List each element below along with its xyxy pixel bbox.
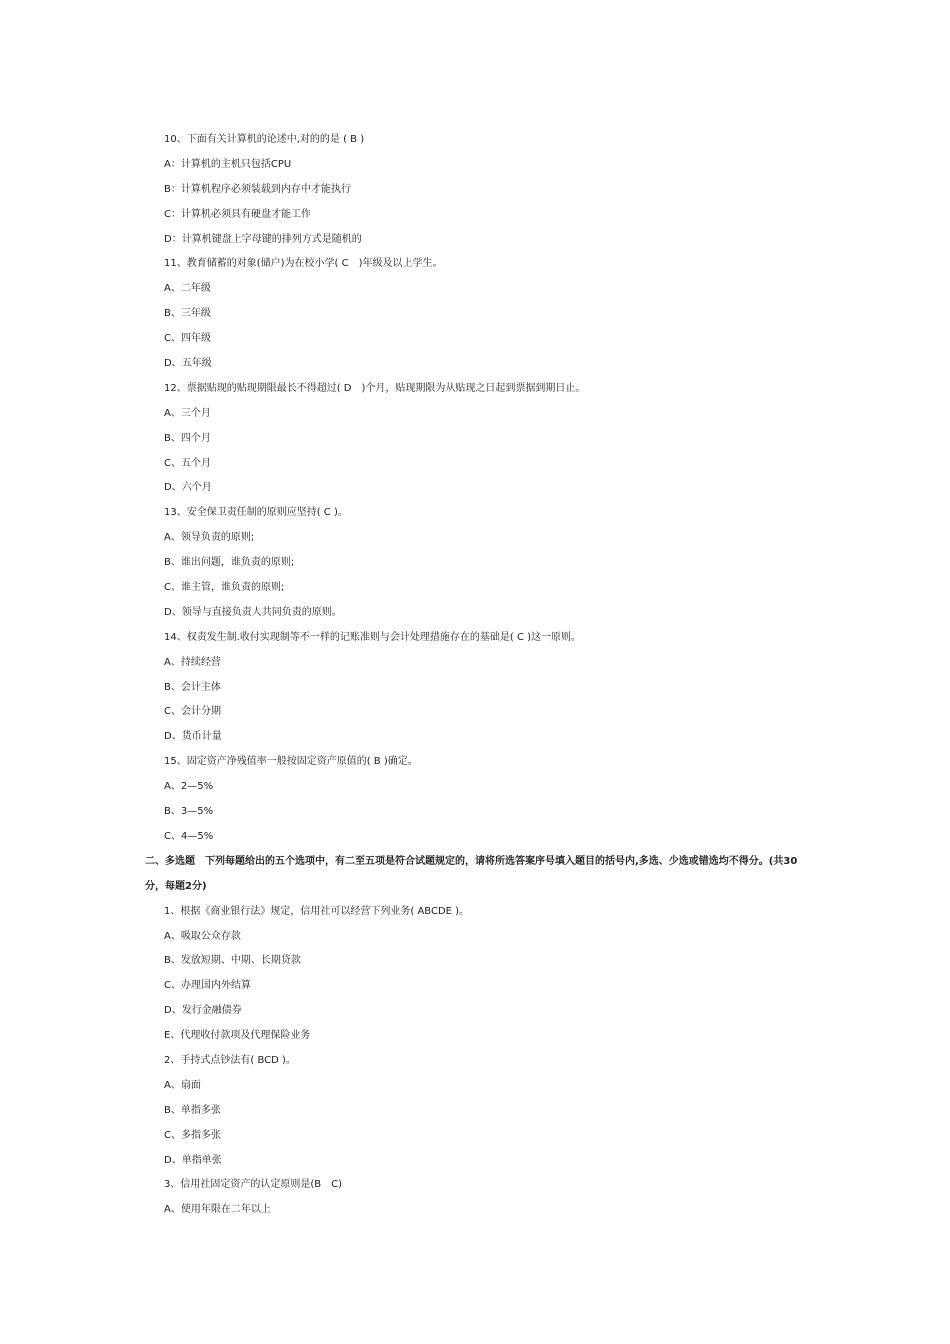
option-12-c: C、五个月 (164, 457, 211, 469)
question-14: 14、权责发生制.收付实现制等不一样的记账准则与会计处理措施存在的基础是( C )这一原则。 (164, 631, 582, 643)
option-14-d: D、货币计量 (164, 731, 222, 743)
option-13-a: A、领导负责的原则; (164, 532, 255, 544)
mc-option-2-b: B、单指多张 (164, 1104, 221, 1116)
mc-option-2-d: D、单指单张 (164, 1154, 222, 1166)
option-14-a: A、持续经营 (164, 656, 221, 668)
mc-question-2: 2、手持式点钞法有( BCD )。 (164, 1054, 296, 1066)
mc-option-3-a: A、使用年限在二年以上 (164, 1204, 271, 1216)
option-13-c: C、谁主管，谁负责的原则; (164, 582, 285, 594)
option-12-a: A、三个月 (164, 407, 211, 419)
question-11: 11、教育储蓄的对象(储户)为在校小学( C )年级及以上学生。 (164, 258, 443, 270)
question-13: 13、安全保卫责任制的原则应坚持( C )。 (164, 507, 348, 519)
option-15-b: B、3—5% (164, 806, 214, 818)
question-10: 10、下面有关计算机的论述中,对的的是 ( B ) (164, 134, 365, 145)
option-11-d: D、五年级 (164, 358, 212, 370)
option-13-b: B、谁出问题，谁负责的原则; (164, 557, 295, 569)
option-13-d: D、领导与直接负责人共同负责的原则。 (164, 606, 342, 618)
option-11-a: A、二年级 (164, 283, 211, 295)
option-14-b: B、会计主体 (164, 681, 221, 693)
mc-option-2-a: A、扇面 (164, 1079, 201, 1091)
mc-option-1-a: A、吸取公众存款 (164, 930, 241, 942)
option-12-b: B、四个月 (164, 432, 211, 444)
mc-option-1-d: D、发行金融债券 (164, 1005, 242, 1017)
option-10-d: D：计算机键盘上字母键的排列方式是随机的 (164, 233, 362, 245)
option-15-a: A、2—5% (164, 781, 214, 793)
option-10-a: A：计算机的主机只包括CPU (164, 158, 292, 170)
mc-option-1-e: E、代理收付款项及代理保险业务 (164, 1030, 311, 1042)
option-10-b: B：计算机程序必须装载到内存中才能执行 (164, 183, 351, 195)
option-12-d: D、六个月 (164, 482, 212, 494)
mc-option-1-b: B、发放短期、中期、长期贷款 (164, 955, 301, 967)
option-14-c: C、会计分期 (164, 706, 221, 718)
question-15: 15、固定资产净残值率一般按固定资产原值的( B )确定。 (164, 756, 418, 768)
option-10-c: C：计算机必须具有硬盘才能工作 (164, 208, 311, 220)
mc-option-1-c: C、办理国内外结算 (164, 980, 251, 992)
section-heading-multiple-choice: 二、多选题 下列每题给出的五个选项中，有二至五项是符合试题规定的，请将所选答案序号填入题目的括号内,多选、少选或错选均不得分。(共30分，每题2分) (145, 855, 798, 892)
option-11-c: C、四年级 (164, 333, 211, 345)
option-11-b: B、三年级 (164, 308, 211, 320)
document-content (0, 128, 950, 1223)
mc-question-3: 3、信用社固定资产的认定原则是(B C) (164, 1179, 343, 1191)
option-15-c: C、4—5% (164, 830, 214, 842)
mc-option-2-c: C、多指多张 (164, 1129, 221, 1141)
mc-question-1: 1、根据《商业银行法》规定，信用社可以经营下列业务( ABCDE )。 (164, 905, 470, 917)
question-12: 12、票据贴现的贴现期限最长不得超过( D )个月，贴现期限为从贴现之日起到票据到期日止。 (164, 382, 586, 394)
